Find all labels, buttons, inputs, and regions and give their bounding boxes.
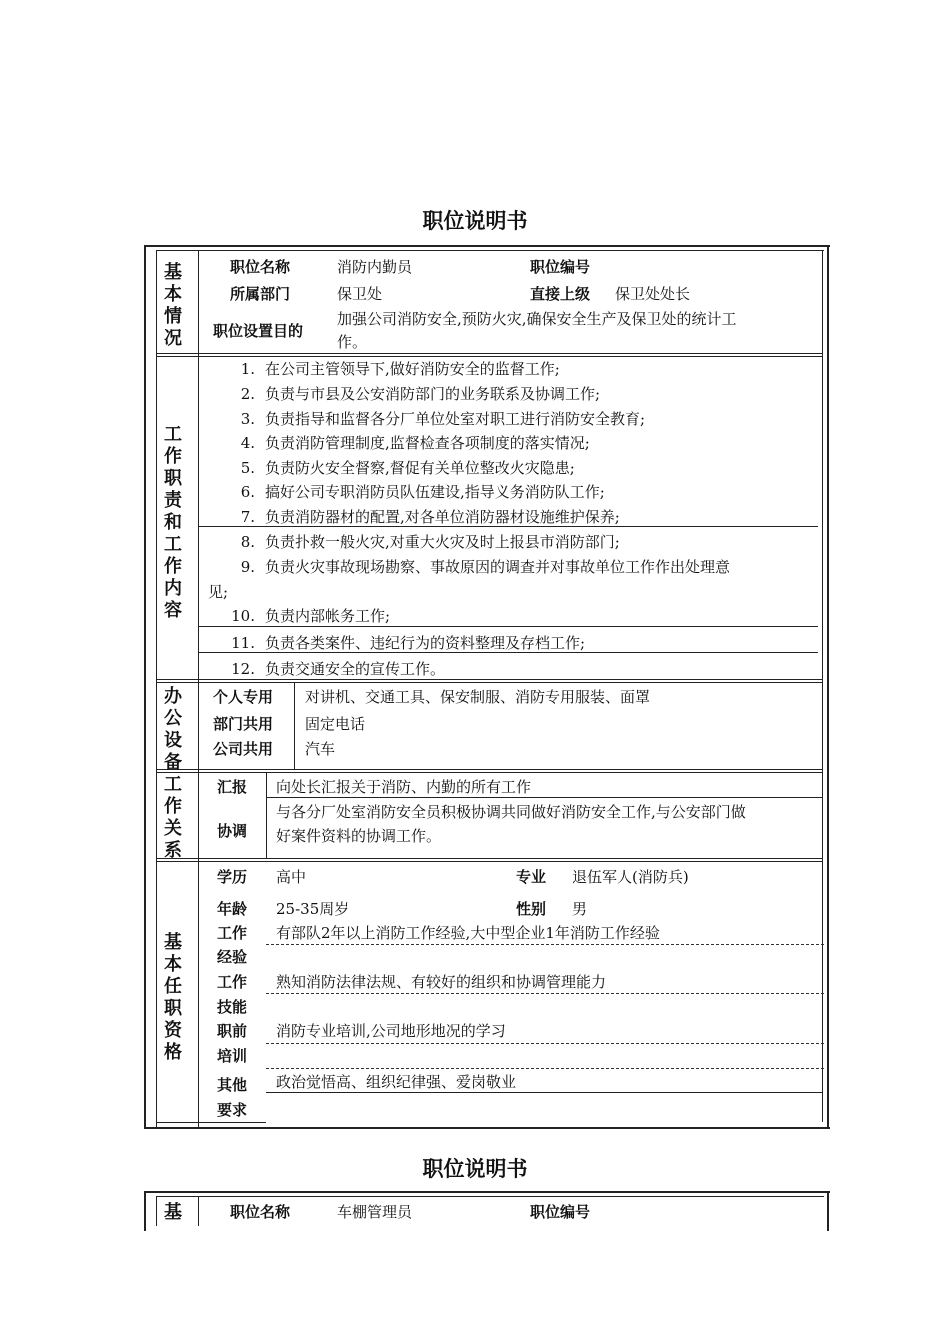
position-name-value: 消防内勤员 [337,258,413,276]
purpose-line-1: 加强公司消防安全,预防火灾,确保安全生产及保卫处的统计工 [337,310,737,328]
section-basic-info: 基本情况 [164,262,182,349]
section-duties: 工作职责和工作内容 [164,424,182,621]
training-label-2: 培训 [217,1047,248,1065]
coordination-line-1: 与各分厂处室消防安全员积极协调共同做好消防安全工作,与公安部门做 [276,803,746,821]
duty-item: 2. 负责与市县及公安消防部门的业务联系及协调工作; [240,385,601,403]
section-qualifications: 基本任职资格 [164,932,182,1063]
education-value: 高中 [276,868,307,886]
position-name-label: 职位名称 [230,258,291,276]
duty-item: 7. 负责消防器材的配置,对各单位消防器材设施维护保养; [240,508,620,526]
duty-item: 1. 在公司主管领导下,做好消防安全的监督工作; [240,360,560,378]
department-label: 所属部门 [230,285,291,303]
duty-item: 9. 负责火灾事故现场勘察、事故原因的调查并对事故单位工作作出处理意 [240,558,731,576]
skill-value: 熟知消防法律法规、有较好的组织和协调管理能力 [276,973,607,991]
second-position-code-label: 职位编号 [530,1203,591,1221]
personal-equipment-value: 对讲机、交通工具、保安制服、消防专用服装、面罩 [305,688,651,706]
age-label: 年龄 [217,900,248,918]
duty-item: 6. 搞好公司专职消防员队伍建设,指导义务消防队工作; [240,483,605,501]
second-page-title: 职位说明书 [422,1157,528,1181]
second-position-name-label: 职位名称 [230,1203,291,1221]
major-label: 专业 [516,868,547,886]
duty-item: 5. 负责防火安全督察,督促有关单位整改火灾隐患; [240,459,575,477]
skill-label-1: 工作 [217,973,248,991]
duty-item-continuation: 见; [208,583,229,601]
personal-equipment-label: 个人专用 [213,688,274,706]
report-label: 汇报 [217,778,248,796]
training-value: 消防专业培训,公司地形地况的学习 [276,1022,506,1040]
duty-item: 3. 负责指导和监督各分厂单位处室对职工进行消防安全教育; [240,410,646,428]
gender-label: 性别 [516,900,547,918]
purpose-label: 职位设置目的 [213,322,304,340]
dept-equipment-label: 部门共用 [213,715,274,733]
skill-label-2: 技能 [217,998,248,1016]
purpose-line-2: 作。 [337,333,368,351]
education-label: 学历 [217,868,248,886]
other-label-1: 其他 [217,1076,248,1094]
report-value: 向处长汇报关于消防、内勤的所有工作 [276,778,532,796]
dept-equipment-value: 固定电话 [305,715,366,733]
other-value: 政治觉悟高、组织纪律强、爱岗敬业 [276,1073,517,1091]
superior-label: 直接上级 [530,285,591,303]
duty-item: 8. 负责扑救一般火灾,对重大火灾及时上报县市消防部门; [240,533,620,551]
duty-item: 11. 负责各类案件、违纪行为的资料整理及存档工作; [231,634,586,652]
experience-label-1: 工作 [217,924,248,942]
age-value: 25-35周岁 [276,900,350,918]
major-value: 退伍军人(消防兵) [572,868,689,886]
gender-value: 男 [572,900,588,918]
section-equipment: 办公设备 [164,686,182,773]
duty-item: 4. 负责消防管理制度,监督检查各项制度的落实情况; [240,434,590,452]
other-label-2: 要求 [217,1101,248,1119]
training-label-1: 职前 [217,1022,248,1040]
department-value: 保卫处 [337,285,383,303]
duty-item: 12. 负责交通安全的宣传工作。 [231,660,446,678]
coordination-line-2: 好案件资料的协调工作。 [276,827,442,845]
superior-value: 保卫处处长 [615,285,691,303]
experience-value: 有部队2年以上消防工作经验,大中型企业1年消防工作经验 [276,924,660,942]
coordination-label: 协调 [217,822,248,840]
company-equipment-label: 公司共用 [213,740,274,758]
duty-item: 10. 负责内部帐务工作; [231,607,391,625]
section-relations: 工作关系 [164,774,182,861]
company-equipment-value: 汽车 [305,740,336,758]
second-section-basic: 基 [164,1202,182,1223]
second-position-name-value: 车棚管理员 [337,1203,413,1221]
experience-label-2: 经验 [217,948,248,966]
page-title: 职位说明书 [422,209,528,233]
position-code-label: 职位编号 [530,258,591,276]
